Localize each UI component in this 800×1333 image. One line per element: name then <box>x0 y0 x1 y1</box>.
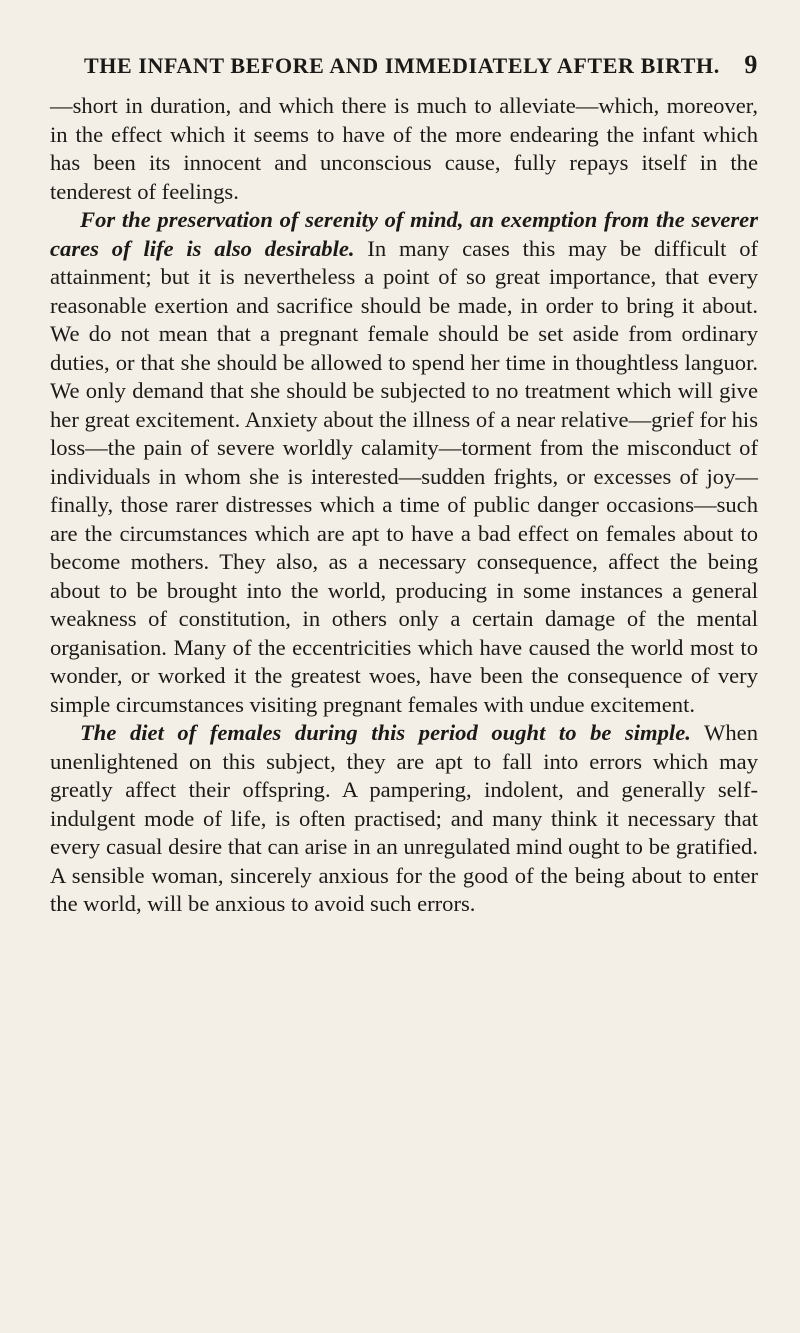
paragraph-2 <box>50 206 758 719</box>
paragraph-1 <box>50 92 758 206</box>
page-number: 9 <box>744 50 758 79</box>
paragraph-3 <box>50 719 758 919</box>
running-head <box>50 50 758 80</box>
paragraph-3-italic-lead: The diet of females during this period ought to be simple. <box>80 720 691 745</box>
paragraph-2-text: In many cases this may be difficult of attainment; but it is nevertheless a point of so great importance, that every reasonable exertion and sacrifice should be made, in order to bring it about. We do not mean that a pregnant female should be set aside from ordinary duties, or that she should be allowed to spend her time in thoughtless languor. We only demand that she should be subjected to no treatment which will give her great excitement. Anxiety about the illness of a near relative—grief for his loss—the pain of severe worldly calamity—torment from the misconduct of individuals in whom she is interested—sudden frights, or excesses of joy—finally, those rarer distresses which a time of public danger occasions—such are the circumstances which are apt to have a bad effect on females about to become mothers. They also, as a necessary consequence, affect the being about to be brought into the world, producing in some instances a general weakness of constitution, in others only a certain damage of the mental organisation. Many of the eccentricities which have caused the world most to wonder, or worked it the greatest woes, have been the consequence of very simple circumstances visiting pregnant females with undue excitement. <box>50 235 759 717</box>
body-text <box>50 92 758 919</box>
paragraph-1-text: —short in duration, and which there is much to alleviate—which, moreover, in the effect which it seems to have of the more endearing the infant which has been its innocent and unconscious cause, fully repays itself in the tenderest of feelings. <box>50 93 758 204</box>
running-head-title: THE INFANT BEFORE AND IMMEDIATELY AFTER BIRTH. <box>84 53 720 78</box>
paragraph-3-text: When unenlightened on this subject, they are apt to fall into errors which may greatly affect their offspring. A pampering, indolent, and generally self-indulgent mode of life, is often practised; and many think it necessary that every casual desire that can arise in an unregulated mind ought to be gratified. A sensible woman, sincerely anxious for the good of the being about to enter the world, will be anxious to avoid such errors. <box>50 720 759 916</box>
book-page <box>50 50 758 919</box>
paragraph-2-italic-lead: For the preservation of serenity of mind, an exemption from the severer cares of life is also desirable. <box>50 207 758 261</box>
